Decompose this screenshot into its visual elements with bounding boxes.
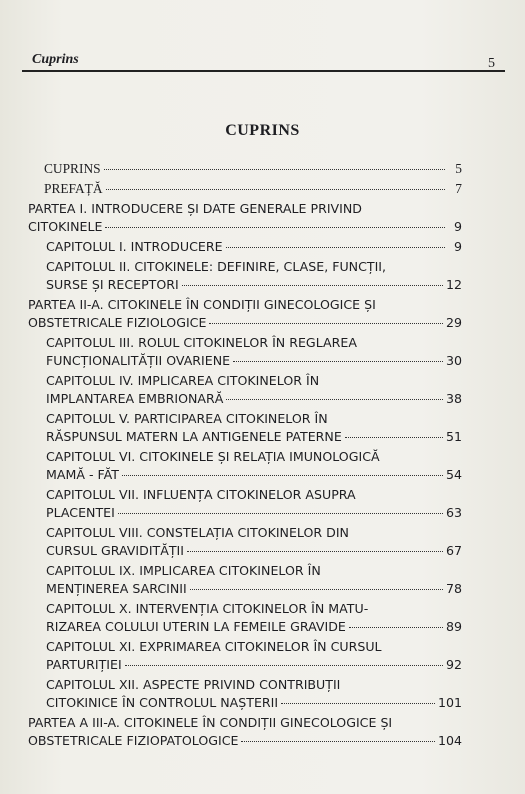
- toc-leader-dots: [226, 399, 443, 400]
- toc-page-number: 89: [445, 619, 462, 634]
- toc-entry-text: PARTEA II-A. CITOKINELE ÎN CONDIȚII GINECOLOGICE ȘI: [28, 297, 376, 312]
- toc-page-number: 5: [455, 161, 462, 176]
- toc-leader-dots: [241, 741, 434, 742]
- toc-entry[interactable]: [28, 180, 462, 198]
- toc-entry[interactable]: [28, 714, 462, 750]
- toc-leader-dots: [209, 323, 443, 324]
- toc-entry[interactable]: [28, 600, 462, 636]
- toc-leader-dots: [233, 361, 443, 362]
- toc-page-number: 51: [445, 429, 462, 444]
- toc-page-number: 9: [453, 219, 462, 234]
- running-header: [22, 50, 505, 72]
- toc-entry-text: SURSE ȘI RECEPTORI: [46, 277, 179, 292]
- toc-leader-dots: [118, 513, 443, 514]
- toc-entry[interactable]: [28, 486, 462, 522]
- toc-leader-dots: [122, 475, 443, 476]
- toc-entry-text: CAPITOLUL X. INTERVENȚIA CITOKINELOR ÎN MATU-: [46, 601, 369, 616]
- toc-entry-text: CAPITOLUL VII. INFLUENȚA CITOKINELOR ASUPRA: [46, 487, 356, 502]
- toc-leader-dots: [125, 665, 443, 666]
- toc-entry[interactable]: [28, 258, 462, 294]
- toc-entry-text: CAPITOLUL IV. IMPLICAREA CITOKINELOR ÎN: [46, 373, 320, 388]
- toc-entry[interactable]: [28, 334, 462, 370]
- toc-entry-text: CAPITOLUL III. ROLUL CITOKINELOR ÎN REGLAREA: [46, 335, 357, 350]
- toc-page-number: 67: [445, 543, 462, 558]
- toc-page-number: 92: [445, 657, 462, 672]
- toc-page-number: 30: [445, 353, 462, 368]
- toc-entry-text: IMPLANTAREA EMBRIONARĂ: [46, 391, 224, 406]
- toc-entry[interactable]: [28, 160, 462, 178]
- toc-page-number: 78: [445, 581, 462, 596]
- toc-entry[interactable]: [28, 562, 462, 598]
- toc-entry-text: MENȚINEREA SARCINII: [46, 581, 187, 596]
- toc-entry[interactable]: [28, 296, 462, 332]
- toc-entry-text: RĂSPUNSUL MATERN LA ANTIGENELE PATERNE: [46, 429, 342, 444]
- toc-leader-dots: [104, 169, 445, 170]
- toc-leader-dots: [106, 189, 445, 190]
- toc-entry[interactable]: [28, 676, 462, 712]
- toc-entry-text: CAPITOLUL XI. EXPRIMAREA CITOKINELOR ÎN CURSUL: [46, 639, 382, 654]
- toc-entry[interactable]: [28, 524, 462, 560]
- toc-entry-text: CAPITOLUL XII. ASPECTE PRIVIND CONTRIBUȚII: [46, 677, 341, 692]
- toc-entry-text: CURSUL GRAVIDITĂȚII: [46, 543, 184, 558]
- toc-entry[interactable]: [28, 372, 462, 408]
- toc-leader-dots: [187, 551, 443, 552]
- toc-leader-dots: [345, 437, 443, 438]
- table-of-contents: [28, 158, 462, 750]
- toc-entry-text: CUPRINS: [44, 161, 101, 176]
- toc-entry[interactable]: [28, 238, 462, 256]
- toc-page-number: 63: [445, 505, 462, 520]
- header-section-title: Cuprins: [32, 52, 79, 67]
- toc-entry-text: CITOKINICE ÎN CONTROLUL NAȘTERII: [46, 695, 279, 710]
- toc-entry-text: CAPITOLUL VIII. CONSTELAȚIA CITOKINELOR DIN: [46, 525, 349, 540]
- toc-page-number: 7: [455, 181, 462, 196]
- header-page-number: 5: [488, 56, 495, 71]
- toc-page-number: 9: [453, 239, 462, 254]
- page-title: CUPRINS: [225, 122, 300, 139]
- toc-leader-dots: [226, 247, 445, 248]
- toc-entry-text: OBSTETRICALE FIZIOPATOLOGICE: [28, 733, 239, 748]
- toc-entry-text: OBSTETRICALE FIZIOLOGICE: [28, 315, 207, 330]
- toc-entry[interactable]: [28, 448, 462, 484]
- toc-page-number: 104: [437, 733, 462, 748]
- toc-leader-dots: [349, 627, 443, 628]
- toc-leader-dots: [190, 589, 443, 590]
- toc-page-number: 101: [437, 695, 462, 710]
- toc-entry-text: PREFAȚĂ: [44, 181, 103, 196]
- toc-entry-text: RIZAREA COLULUI UTERIN LA FEMEILE GRAVIDE: [46, 619, 346, 634]
- toc-entry-text: CITOKINELE: [28, 219, 103, 234]
- toc-entry-text: CAPITOLUL I. INTRODUCERE: [46, 239, 223, 254]
- toc-page-number: 54: [445, 467, 462, 482]
- toc-entry-text: PLACENTEI: [46, 505, 115, 520]
- toc-entry-text: PARTEA A III-A. CITOKINELE ÎN CONDIȚII GINECOLOGICE ȘI: [28, 715, 393, 730]
- toc-page-number: 38: [445, 391, 462, 406]
- toc-entry-text: FUNCȚIONALITĂȚII OVARIENE: [46, 353, 231, 368]
- toc-entry-text: CAPITOLUL II. CITOKINELE: DEFINIRE, CLASE, FUNCȚII,: [46, 259, 387, 274]
- toc-leader-dots: [182, 285, 443, 286]
- toc-entry-text: CAPITOLUL IX. IMPLICAREA CITOKINELOR ÎN: [46, 563, 321, 578]
- toc-page-number: 29: [445, 315, 462, 330]
- toc-entry[interactable]: [28, 638, 462, 674]
- toc-entry[interactable]: [28, 410, 462, 446]
- toc-leader-dots: [281, 703, 435, 704]
- toc-entry[interactable]: [28, 200, 462, 236]
- toc-page-number: 12: [445, 277, 462, 292]
- toc-entry-text: PARTURIȚIEI: [46, 657, 122, 672]
- toc-entry-text: PARTEA I. INTRODUCERE ȘI DATE GENERALE PRIVIND: [28, 201, 363, 216]
- toc-leader-dots: [105, 227, 445, 228]
- toc-entry-text: CAPITOLUL V. PARTICIPAREA CITOKINELOR ÎN: [46, 411, 328, 426]
- toc-entry-text: MAMĂ - FĂT: [46, 467, 119, 482]
- toc-entry-text: CAPITOLUL VI. CITOKINELE ȘI RELAȚIA IMUNOLOGICĂ: [46, 449, 380, 464]
